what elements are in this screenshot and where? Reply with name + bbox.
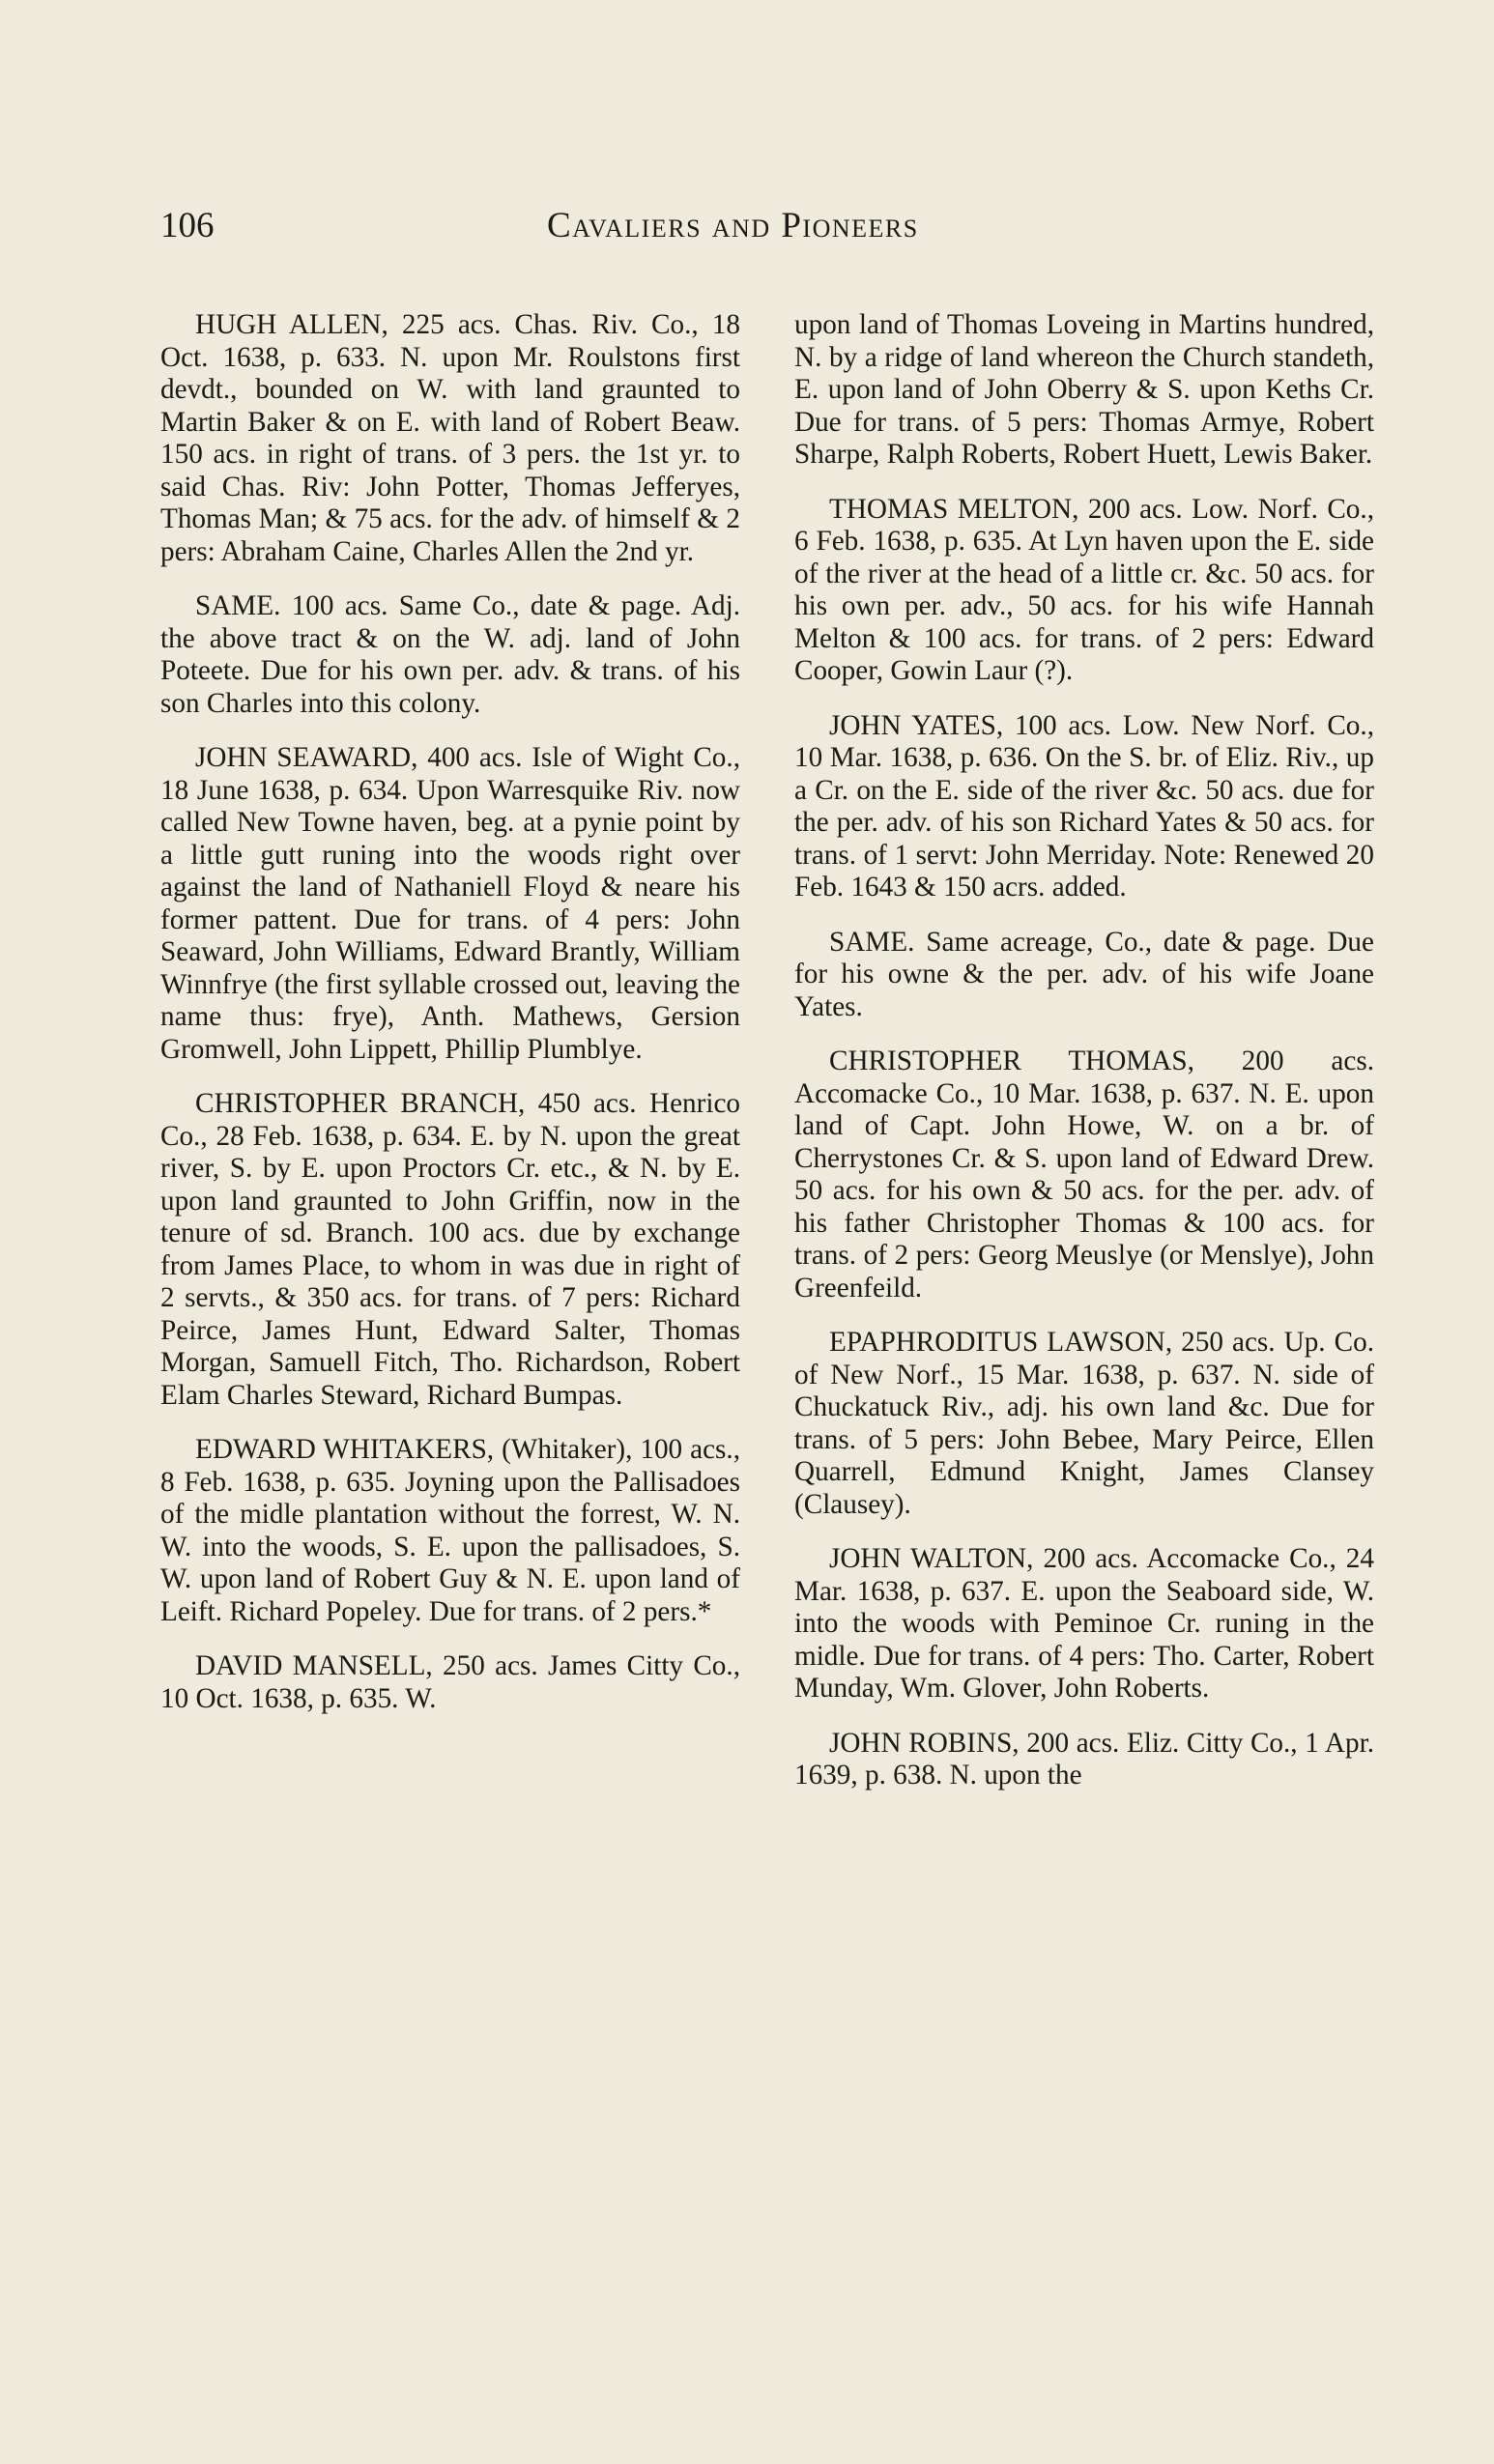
page-header — [160, 205, 1320, 253]
patent-entry: CHRISTOPHER THOMAS, 200 acs. Accomacke Co., 10 Mar. 1638, p. 637. N. E. upon land of Capt. John Howe, W. on a br. of Cherrystones Cr. & S. upon land of Edward Drew. 50 acs. for his own & 50 acs. for the per. adv. of his father Christopher Thomas & 100 acs. for trans. of 2 pers: Georg Meuslye (or Menslye), John Greenfeild. — [794, 1046, 1374, 1304]
patent-entry: EPAPHRODITUS LAWSON, 250 acs. Up. Co. of New Norf., 15 Mar. 1638, p. 637. N. side of Chuckatuck Riv., adj. his own land &c. Due for trans. of 5 pers: John Bebee, Mary Peirce, Ellen Quarrell, Edmund Knight, James Clansey (Clausey). — [794, 1327, 1374, 1520]
patent-entry: THOMAS MELTON, 200 acs. Low. Norf. Co., 6 Feb. 1638, p. 635. At Lyn haven upon the E. side of the river at the head of a little cr. &c. 50 acs. for his own per. adv., 50 acs. for his wife Hannah Melton & 100 acs. for trans. of 2 pers: Edward Cooper, Gowin Laur (?). — [794, 493, 1374, 686]
patent-entry: CHRISTOPHER BRANCH, 450 acs. Henrico Co., 28 Feb. 1638, p. 634. E. by N. upon the great river, S. by E. upon Proctors Cr. etc., & N. by E. upon land graunted to John Griffin, now in the tenure of sd. Branch. 100 acs. due by exchange from James Place, to whom in was due in right of 2 servts., & 350 acs. for trans. of 7 pers: Richard Peirce, James Hunt, Edward Salter, Thomas Morgan, Samuell Fitch, Tho. Richardson, Robert Elam Charles Steward, Richard Bumpas. — [160, 1088, 740, 1411]
running-head: Cavaliers and Pioneers — [547, 206, 919, 245]
patent-entry: HUGH ALLEN, 225 acs. Chas. Riv. Co., 18 Oct. 1638, p. 633. N. upon Mr. Roulstons first devdt., bounded on W. with land graunted to Martin Baker & on E. with land of Robert Beaw. 150 acs. in right of trans. of 3 pers. the 1st yr. to said Chas. Riv: John Potter, Thomas Jefferyes, Thomas Man; & 75 acs. for the adv. of himself & 2 pers: Abraham Caine, Charles Allen the 2nd yr. — [160, 309, 740, 567]
patent-entry: JOHN WALTON, 200 acs. Accomacke Co., 24 Mar. 1638, p. 637. E. upon the Seaboard side, W. into the woods with Peminoe Cr. runing in the midle. Due for trans. of 4 pers: Tho. Carter, Robert Munday, Wm. Glover, John Roberts. — [794, 1543, 1374, 1704]
patent-entry: DAVID MANSELL, 250 acs. James Citty Co., 10 Oct. 1638, p. 635. W. — [160, 1650, 740, 1714]
patent-entry: JOHN YATES, 100 acs. Low. New Norf. Co., 10 Mar. 1638, p. 636. On the S. br. of Eliz. Riv., up a Cr. on the E. side of the river &c. 50 acs. due for the per. adv. of his son Richard Yates & 50 acs. for trans. of 1 servt: John Merriday. Note: Renewed 20 Feb. 1643 & 150 acrs. added. — [794, 709, 1374, 903]
left-column — [160, 309, 740, 1737]
page-number: 106 — [160, 206, 215, 245]
right-column — [794, 309, 1374, 1815]
patent-entry: JOHN ROBINS, 200 acs. Eliz. Citty Co., 1 Apr. 1639, p. 638. N. upon the — [794, 1727, 1374, 1791]
patent-entry: JOHN SEAWARD, 400 acs. Isle of Wight Co., 18 June 1638, p. 634. Upon Warresquike Riv. now called New Towne haven, beg. at a pynie point by a little gutt runing into the woods right over against the land of Nathaniell Floyd & neare his former pattent. Due for trans. of 4 pers: John Seaward, John Williams, Edward Brantly, William Winnfrye (the first syllable crossed out, leaving the name thus: frye), Anth. Mathews, Gersion Gromwell, John Lippett, Phillip Plumblye. — [160, 742, 740, 1065]
patent-entry: EDWARD WHITAKERS, (Whitaker), 100 acs., 8 Feb. 1638, p. 635. Joyning upon the Pallisadoes of the midle plantation without the forrest, W. N. W. into the woods, S. E. upon the pallisadoes, S. W. upon land of Robert Guy & N. E. upon land of Leift. Richard Popeley. Due for trans. of 2 pers.* — [160, 1434, 740, 1627]
patent-entry: SAME. Same acreage, Co., date & page. Due for his owne & the per. adv. of his wife Joane Yates. — [794, 926, 1374, 1022]
patent-entry: SAME. 100 acs. Same Co., date & page. Adj. the above tract & on the W. adj. land of John Poteete. Due for his own per. adv. & trans. of his son Charles into this colony. — [160, 590, 740, 719]
patent-entry-continued: upon land of Thomas Loveing in Martins hundred, N. by a ridge of land whereon the Church standeth, E. upon land of John Oberry & S. upon Keths Cr. Due for trans. of 5 pers: Thomas Armye, Robert Sharpe, Ralph Roberts, Robert Huett, Lewis Baker. — [794, 309, 1374, 470]
